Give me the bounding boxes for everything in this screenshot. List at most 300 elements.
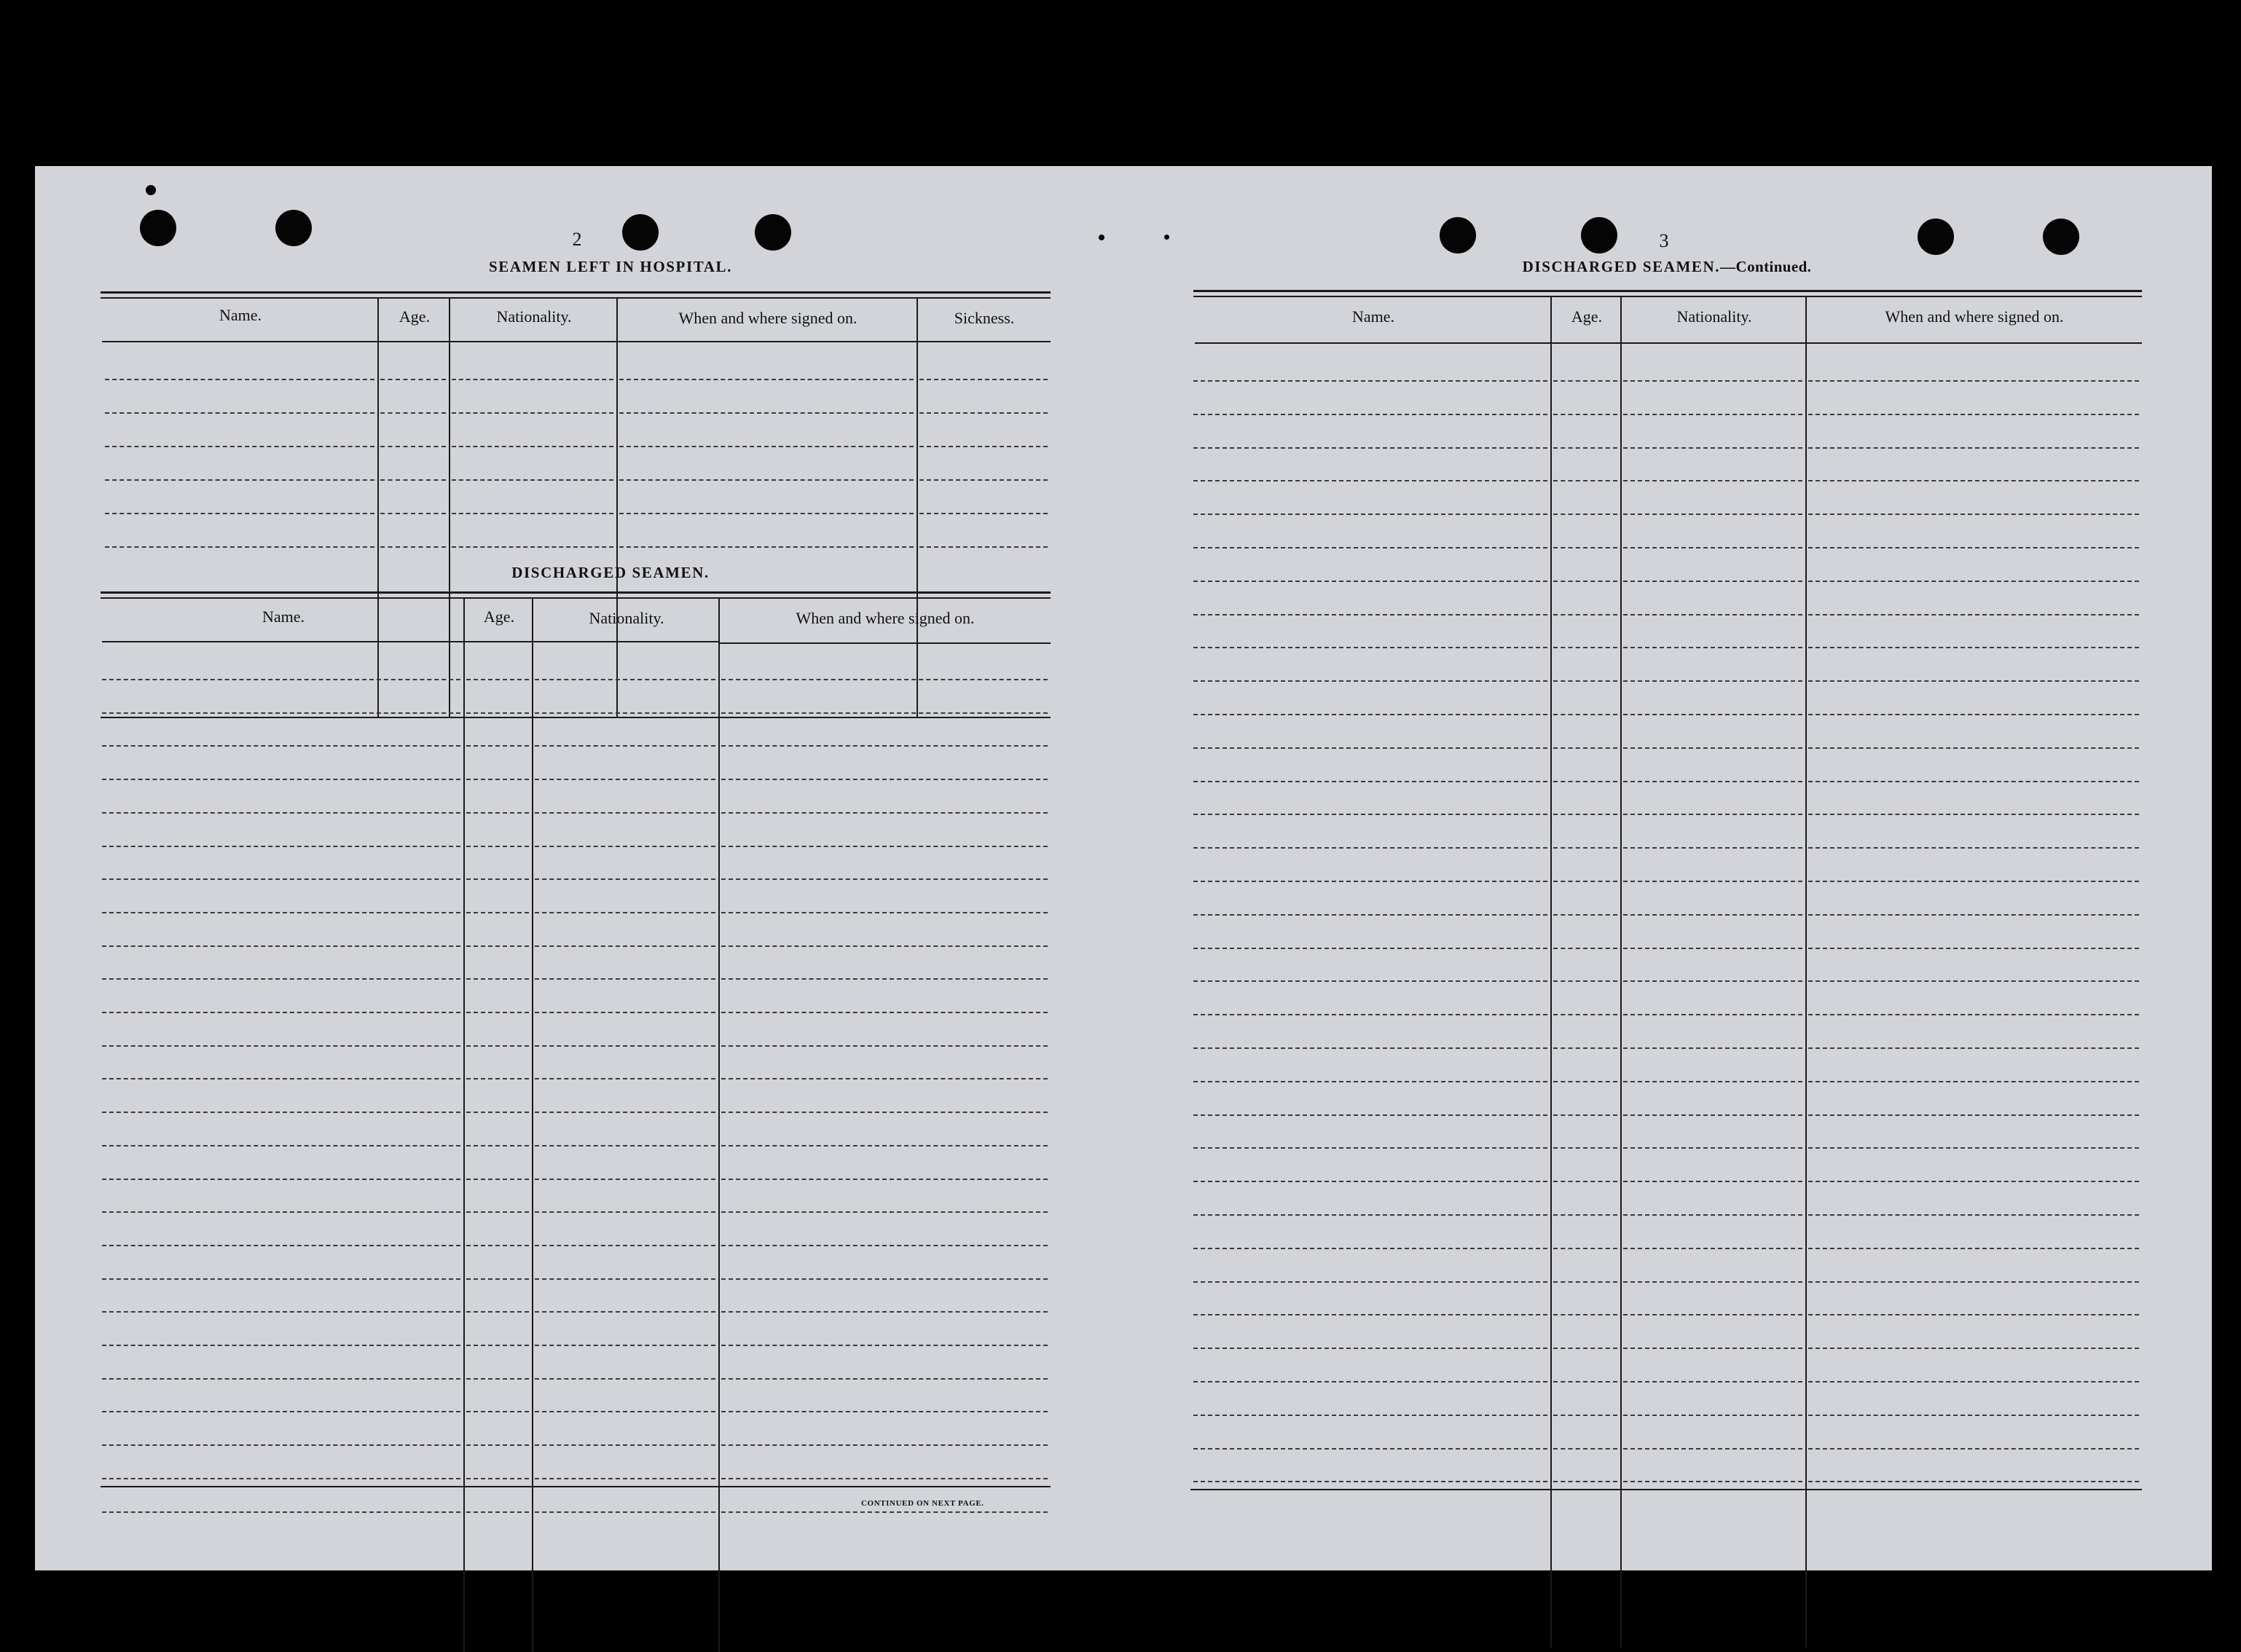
discharged-top-rule [101,591,1051,594]
blank-row-line [466,846,529,847]
blank-row-line [1808,447,2139,449]
blank-row-line [1553,1081,1617,1082]
blank-row-line [380,513,446,514]
blank-row-line [1623,714,1802,715]
blank-row-line [1193,1314,1547,1315]
blank-row-line [102,1311,460,1313]
blank-row-line [619,546,914,548]
blank-row-line [102,846,460,847]
blank-row-line [105,412,374,414]
blank-row-line [1553,547,1617,548]
blank-row-line [535,978,715,980]
blank-row-line [466,945,529,947]
blank-row-line [535,1112,715,1113]
blank-row-line [452,479,613,481]
blank-row-line [535,1511,715,1513]
discharged-header-underline [720,642,1051,644]
blank-row-line [466,978,529,980]
blank-row-line [102,1478,460,1479]
blank-row-line [1808,814,2139,815]
hospital-col-divider [917,299,918,717]
blank-row-line [1553,1481,1617,1482]
hospital-header-underline [102,341,379,342]
blank-row-line [535,679,715,680]
blank-row-line [535,1278,715,1280]
continued-footer: CONTINUED ON NEXT PAGE. [861,1499,984,1508]
blank-row-line [1193,647,1547,648]
blank-row-line [1808,480,2139,481]
blank-row-line [102,679,460,680]
blank-row-line [1808,1415,2139,1416]
blank-row-line [1808,514,2139,515]
blank-row-line [1193,714,1547,715]
punch-hole [755,214,791,251]
blank-row-line [1553,1214,1617,1216]
blank-row-line [105,379,374,380]
blank-row-line [619,379,914,380]
blank-row-line [1193,847,1547,849]
continued-top-rule [1193,290,2142,292]
blank-row-line [1193,1114,1547,1116]
blank-row-line [535,912,715,913]
blank-row-line [1808,1448,2139,1450]
blank-row-line [102,1145,460,1146]
blank-row-line [535,1012,715,1013]
blank-row-line [535,1444,715,1446]
blank-row-line [919,379,1048,380]
blank-row-line [1623,614,1802,615]
hospital-col-name: Name. [219,306,262,324]
blank-row-line [102,1278,460,1280]
blank-row-line [1808,1014,2139,1015]
hospital-header-underline [618,341,918,342]
blank-row-line [721,1444,1048,1446]
blank-row-line [466,745,529,747]
blank-row-line [1553,980,1617,982]
blank-row-line [1623,547,1802,548]
blank-row-line [619,412,914,414]
blank-row-line [535,712,715,714]
discharged-col-signed-on: When and where signed on. [796,609,975,627]
blank-row-line [535,1345,715,1346]
blank-row-line [380,446,446,447]
blank-row-line [1553,881,1617,882]
blank-row-line [380,546,446,548]
blank-row-line [1553,747,1617,749]
discharged-header-underline [533,641,718,642]
discharged-header-underline [465,641,532,642]
blank-row-line [466,878,529,880]
continued-col-divider [1805,297,1807,1648]
ink-speck [1099,235,1104,240]
blank-row-line [102,1245,460,1246]
blank-row-line [1193,781,1547,782]
blank-row-line [721,679,1048,680]
blank-row-line [721,1478,1048,1479]
blank-row-line [1623,581,1802,582]
punch-hole [1581,217,1617,253]
hospital-col-nationality: Nationality. [496,307,572,326]
blank-row-line [721,1112,1048,1113]
discharged-col-nationality: Nationality. [589,609,664,627]
blank-row-line [1553,1281,1617,1283]
blank-row-line [535,1411,715,1412]
blank-row-line [1553,1381,1617,1382]
blank-row-line [1193,581,1547,582]
discharged-col-divider [463,599,465,1652]
blank-row-line [535,812,715,814]
blank-row-line [1553,1014,1617,1015]
punch-hole [2043,219,2079,255]
blank-row-line [1553,414,1617,415]
blank-row-line [919,546,1048,548]
blank-row-line [105,513,374,514]
blank-row-line [721,1211,1048,1213]
blank-row-line [1623,647,1802,648]
blank-row-line [452,546,613,548]
hospital-header-underline [379,341,450,342]
discharged-col-age: Age. [483,607,515,626]
continued-bottom-rule [1190,1489,2142,1490]
blank-row-line [102,878,460,880]
discharged-continued-title-main: DISCHARGED SEAMEN. [1522,258,1721,275]
blank-row-line [1623,380,1802,382]
blank-row-line [1553,480,1617,481]
blank-row-line [102,1511,460,1513]
blank-row-line [380,379,446,380]
blank-row-line [1553,1415,1617,1416]
blank-row-line [919,479,1048,481]
blank-row-line [466,1045,529,1047]
continued-header-underline [1195,342,1550,344]
blank-row-line [1808,1348,2139,1349]
hospital-col-signed-on: When and where signed on. [678,309,857,327]
blank-row-line [380,412,446,414]
blank-row-line [1808,881,2139,882]
hospital-section-title: SEAMEN LEFT IN HOSPITAL. [488,258,733,275]
continued-col-name: Name. [1351,307,1395,326]
blank-row-line [102,1179,460,1180]
blank-row-line [919,412,1048,414]
punch-hole [140,210,176,246]
punch-hole [1440,217,1476,253]
blank-row-line [1623,1047,1802,1049]
blank-row-line [721,1245,1048,1246]
blank-row-line [721,812,1048,814]
blank-row-line [1623,980,1802,982]
ink-speck [146,185,156,195]
blank-row-line [721,745,1048,747]
blank-row-line [1623,414,1802,415]
blank-row-line [535,1311,715,1313]
blank-row-line [1553,1448,1617,1450]
blank-row-line [619,479,914,481]
blank-row-line [1808,948,2139,949]
blank-row-line [1193,914,1547,916]
blank-row-line [619,446,914,447]
blank-row-line [1808,1381,2139,1382]
blank-row-line [535,745,715,747]
blank-row-line [1808,1114,2139,1116]
discharged-col-divider [532,599,533,1652]
blank-row-line [535,1478,715,1479]
blank-row-line [1553,614,1617,615]
blank-row-line [535,779,715,780]
blank-row-line [1623,847,1802,849]
blank-row-line [721,712,1048,714]
blank-row-line [1193,747,1547,749]
punch-hole [622,214,659,251]
blank-row-line [1623,781,1802,782]
blank-row-line [466,1078,529,1079]
blank-row-line [1808,847,2139,849]
blank-row-line [1553,847,1617,849]
blank-row-line [1808,714,2139,715]
blank-row-line [452,446,613,447]
discharged-bottom-rule [101,1486,1051,1487]
blank-row-line [1623,1081,1802,1082]
blank-row-line [1193,514,1547,515]
blank-row-line [452,513,613,514]
blank-row-line [721,1045,1048,1047]
blank-row-line [1553,581,1617,582]
blank-row-line [1553,680,1617,682]
hospital-header-underline [918,341,1051,342]
blank-row-line [721,846,1048,847]
blank-row-line [452,412,613,414]
blank-row-line [1623,1314,1802,1315]
blank-row-line [1553,1147,1617,1149]
blank-row-line [721,1311,1048,1313]
blank-row-line [721,1378,1048,1380]
blank-row-line [466,1112,529,1113]
blank-row-line [1193,447,1547,449]
continued-col-age: Age. [1571,307,1603,326]
blank-row-line [1623,1381,1802,1382]
blank-row-line [1193,414,1547,415]
blank-row-line [1623,948,1802,949]
blank-row-line [1553,814,1617,815]
blank-row-line [1808,1281,2139,1283]
blank-row-line [466,679,529,680]
blank-row-line [535,1179,715,1180]
blank-row-line [102,912,460,913]
blank-row-line [1808,680,2139,682]
blank-row-line [466,1478,529,1479]
blank-row-line [1193,380,1547,382]
blank-row-line [1193,1248,1547,1249]
blank-row-line [1808,547,2139,548]
hospital-top-rule-2 [101,297,1051,299]
blank-row-line [1193,814,1547,815]
page-number-left: 2 [572,229,582,250]
blank-row-line [1808,1147,2139,1149]
blank-row-line [102,812,460,814]
blank-row-line [1193,480,1547,481]
blank-row-line [1808,1214,2139,1216]
discharged-col-divider [718,599,720,1652]
blank-row-line [535,1145,715,1146]
hospital-header-underline [450,341,618,342]
blank-row-line [1553,1114,1617,1116]
hospital-col-divider [377,299,379,717]
blank-row-line [466,1345,529,1346]
blank-row-line [1808,1181,2139,1182]
blank-row-line [1193,980,1547,982]
hospital-bottom-rule [101,717,1051,718]
blank-row-line [1553,447,1617,449]
blank-row-line [1193,1481,1547,1482]
blank-row-line [1808,414,2139,415]
blank-row-line [1623,1114,1802,1116]
blank-row-line [102,1112,460,1113]
blank-row-line [721,1345,1048,1346]
blank-row-line [1808,380,2139,382]
blank-row-line [721,945,1048,947]
discharged-header-underline [102,641,463,642]
blank-row-line [721,912,1048,913]
blank-row-line [1193,948,1547,949]
blank-row-line [1193,547,1547,548]
blank-row-line [1553,781,1617,782]
blank-row-line [721,978,1048,980]
blank-row-line [1193,1147,1547,1149]
blank-row-line [1808,614,2139,615]
blank-row-line [1553,714,1617,715]
discharged-continued-title [1419,258,1915,276]
discharged-top-rule-2 [101,597,1051,599]
blank-row-line [105,546,374,548]
blank-row-line [105,479,374,481]
blank-row-line [1553,647,1617,648]
continued-col-divider [1620,297,1622,1648]
punch-hole [275,210,312,246]
blank-row-line [1623,1415,1802,1416]
blank-row-line [1553,948,1617,949]
blank-row-line [102,1078,460,1079]
blank-row-line [466,1012,529,1013]
blank-row-line [535,1211,715,1213]
blank-row-line [535,846,715,847]
blank-row-line [1553,380,1617,382]
blank-row-line [1808,781,2139,782]
blank-row-line [1193,1381,1547,1382]
blank-row-line [1553,914,1617,916]
hospital-top-rule [101,291,1051,294]
continued-header-underline [1622,342,1805,344]
blank-row-line [466,1211,529,1213]
blank-row-line [1553,1248,1617,1249]
blank-row-line [1193,1047,1547,1049]
blank-row-line [466,712,529,714]
blank-row-line [1193,1014,1547,1015]
blank-row-line [466,812,529,814]
blank-row-line [102,779,460,780]
blank-row-line [102,1345,460,1346]
blank-row-line [466,1179,529,1180]
blank-row-line [1623,1014,1802,1015]
blank-row-line [466,1411,529,1412]
blank-row-line [102,1012,460,1013]
blank-row-line [466,1444,529,1446]
blank-row-line [1623,814,1802,815]
blank-row-line [721,1411,1048,1412]
blank-row-line [1553,514,1617,515]
discharged-section-title: DISCHARGED SEAMEN. [511,564,710,581]
blank-row-line [1623,1248,1802,1249]
blank-row-line [1623,514,1802,515]
blank-row-line [1553,1047,1617,1049]
blank-row-line [721,779,1048,780]
blank-row-line [1193,1214,1547,1216]
blank-row-line [1623,914,1802,916]
blank-row-line [1193,881,1547,882]
blank-row-line [1553,1348,1617,1349]
blank-row-line [102,945,460,947]
blank-row-line [1623,447,1802,449]
blank-row-line [102,1411,460,1412]
hospital-col-divider [449,299,450,717]
blank-row-line [1193,1181,1547,1182]
blank-row-line [102,1211,460,1213]
blank-row-line [721,1511,1048,1513]
blank-row-line [721,1278,1048,1280]
blank-row-line [1623,1214,1802,1216]
blank-row-line [1623,480,1802,481]
continued-header-underline [1552,342,1620,344]
blank-row-line [1193,1348,1547,1349]
blank-row-line [466,1245,529,1246]
blank-row-line [535,878,715,880]
blank-row-line [1623,1348,1802,1349]
blank-row-line [1808,581,2139,582]
blank-row-line [535,1378,715,1380]
blank-row-line [1623,680,1802,682]
blank-row-line [1808,647,2139,648]
blank-row-line [102,712,460,714]
blank-row-line [1193,614,1547,615]
blank-row-line [466,779,529,780]
blank-row-line [1623,1481,1802,1482]
blank-row-line [1808,1248,2139,1249]
punch-hole [1918,219,1954,255]
blank-row-line [466,912,529,913]
blank-row-line [102,745,460,747]
blank-row-line [535,1078,715,1079]
blank-row-line [466,1311,529,1313]
blank-row-line [1808,980,2139,982]
blank-row-line [466,1378,529,1380]
blank-row-line [1623,1147,1802,1149]
ink-speck [1164,235,1169,240]
blank-row-line [919,446,1048,447]
blank-row-line [1808,1047,2139,1049]
blank-row-line [721,1179,1048,1180]
blank-row-line [1623,1281,1802,1283]
blank-row-line [105,446,374,447]
blank-row-line [1808,1081,2139,1082]
blank-row-line [1808,1481,2139,1482]
blank-row-line [1553,1181,1617,1182]
blank-row-line [452,379,613,380]
blank-row-line [1193,1448,1547,1450]
blank-row-line [102,978,460,980]
blank-row-line [1623,1181,1802,1182]
blank-row-line [721,1078,1048,1079]
continued-col-signed-on: When and where signed on. [1885,307,2064,326]
continued-col-divider [1550,297,1552,1648]
hospital-col-age: Age. [399,307,431,326]
